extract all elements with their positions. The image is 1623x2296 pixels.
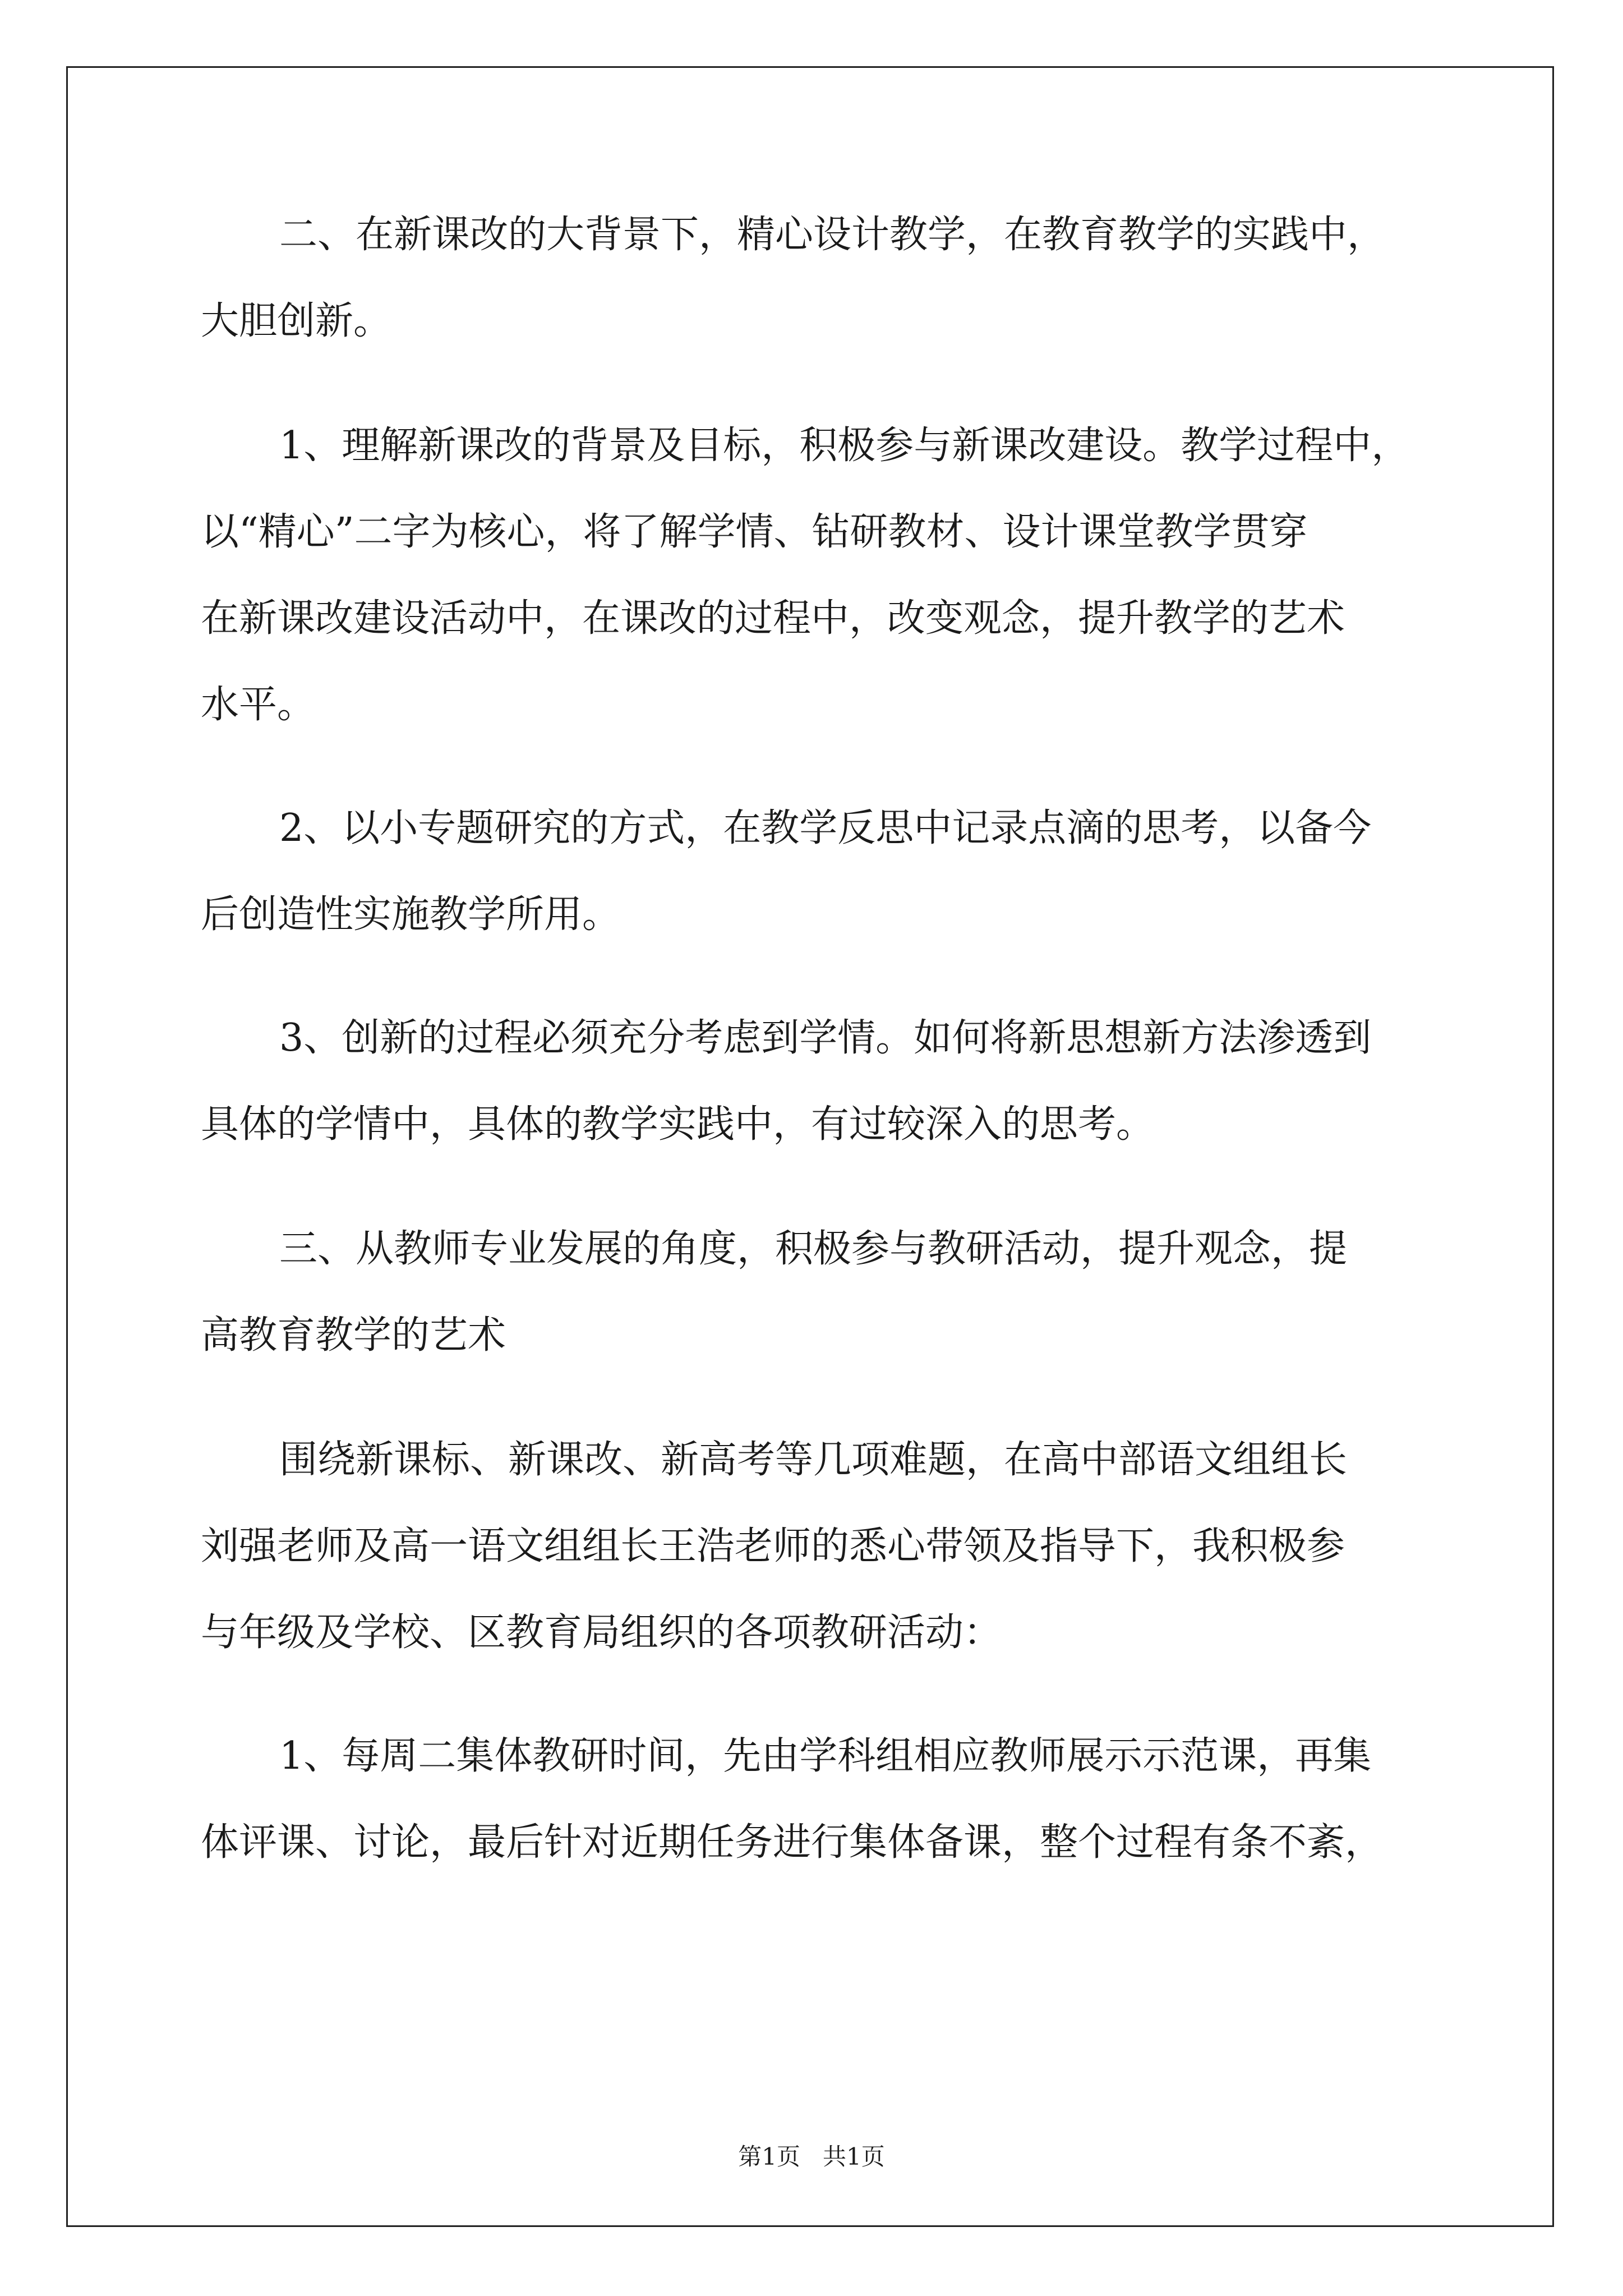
paragraph-line: 后创造性实施教学所用。 [201, 892, 621, 937]
paragraph-line: 高教育教学的艺术 [201, 1313, 506, 1358]
page-number-footer: 第1页 共1页 [738, 2143, 885, 2170]
paragraph-line: 2、以小专题研究的方式，在教学反思中记录点滴的思考，以备今 [279, 806, 1372, 850]
paragraph-line: 刘强老师及高一语文组组长王浩老师的悉心带领及指导下，我积极参 [201, 1524, 1345, 1568]
paragraph-line: 以“精心”二字为核心，将了解学情、钻研教材、设计课堂教学贯穿 [201, 510, 1308, 554]
paragraph-line: 具体的学情中，具体的教学实践中，有过较深入的思考。 [201, 1102, 1155, 1147]
paragraph-line: 水平。 [201, 683, 316, 727]
paragraph-line: 3、创新的过程必须充分考虑到学情。如何将新思想新方法渗透到 [279, 1016, 1372, 1060]
paragraph-line: 与年级及学校、区教育局组织的各项教研活动： [201, 1611, 1002, 1655]
paragraph-line: 二、在新课改的大背景下，精心设计教学，在教育教学的实践中， [279, 213, 1386, 257]
paragraph-line: 围绕新课标、新课改、新高考等几项难题，在高中部语文组组长 [279, 1438, 1348, 1482]
paragraph-line: 在新课改建设活动中，在课改的过程中，改变观念，提升教学的艺术 [201, 596, 1345, 641]
paragraph-line: 三、从教师专业发展的角度，积极参与教研活动，提升观念，提 [279, 1227, 1348, 1271]
paragraph-line: 1、每周二集体教研时间，先由学科组相应教师展示示范课，再集 [279, 1734, 1372, 1778]
paragraph-line: 体评课、讨论，最后针对近期任务进行集体备课，整个过程有条不紊， [201, 1820, 1384, 1865]
paragraph-line: 1、理解新课改的背景及目标，积极参与新课改建设。教学过程中， [279, 424, 1410, 468]
page-border [66, 66, 1554, 2227]
paragraph-line: 大胆创新。 [201, 299, 392, 343]
